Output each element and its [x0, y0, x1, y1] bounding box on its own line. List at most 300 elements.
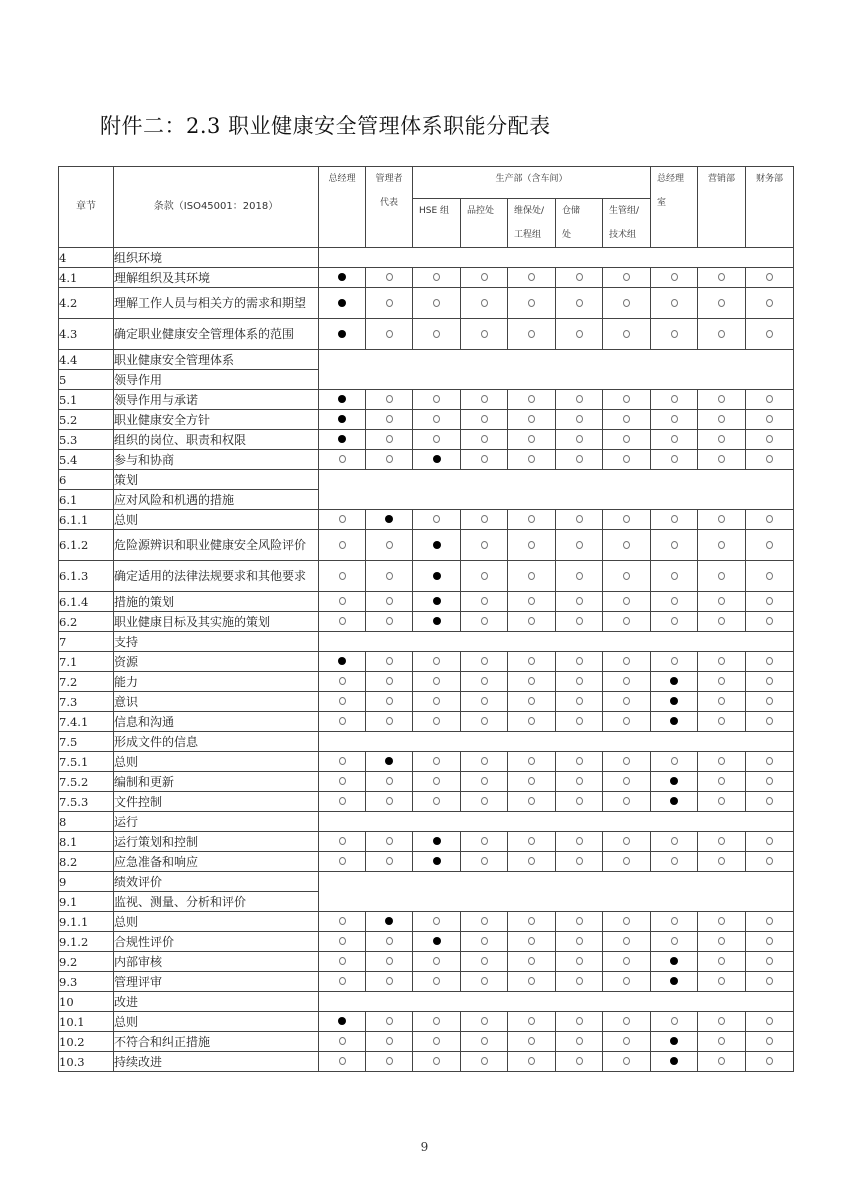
hollow-circle-icon — [433, 777, 440, 785]
hollow-circle-icon — [766, 617, 773, 625]
related-responsibility-cell — [366, 952, 413, 972]
related-responsibility-cell — [413, 672, 461, 692]
hollow-circle-icon — [339, 977, 346, 985]
table-row — [59, 912, 794, 932]
hollow-circle-icon — [576, 415, 583, 423]
related-responsibility-cell — [698, 561, 746, 592]
primary-responsibility-cell — [651, 792, 698, 812]
clause-title: 形成文件的信息 — [114, 732, 319, 752]
empty-section-cell — [319, 992, 794, 1012]
primary-responsibility-cell — [319, 319, 366, 350]
related-responsibility-cell — [651, 752, 698, 772]
hollow-circle-icon — [576, 917, 583, 925]
related-responsibility-cell — [366, 268, 413, 288]
filled-circle-icon — [433, 857, 441, 865]
clause-number: 4 — [59, 248, 114, 268]
table-row — [59, 390, 794, 410]
hollow-circle-icon — [766, 937, 773, 945]
hollow-circle-icon — [339, 717, 346, 725]
hollow-circle-icon — [718, 757, 725, 765]
related-responsibility-cell — [698, 852, 746, 872]
clause-title: 总则 — [114, 752, 319, 772]
related-responsibility-cell — [698, 430, 746, 450]
clause-title: 职业健康安全管理体系 — [114, 350, 319, 370]
related-responsibility-cell — [508, 1012, 556, 1032]
hollow-circle-icon — [528, 857, 535, 865]
related-responsibility-cell — [413, 692, 461, 712]
hollow-circle-icon — [671, 657, 678, 665]
clause-number: 6.1.4 — [59, 592, 114, 612]
clause-number: 5 — [59, 370, 114, 390]
table-row — [59, 410, 794, 430]
related-responsibility-cell — [508, 672, 556, 692]
related-responsibility-cell — [461, 672, 508, 692]
empty-section-cell — [319, 872, 794, 892]
related-responsibility-cell — [508, 792, 556, 812]
hollow-circle-icon — [528, 797, 535, 805]
clause-title: 文件控制 — [114, 792, 319, 812]
clause-title: 改进 — [114, 992, 319, 1012]
hollow-circle-icon — [766, 977, 773, 985]
related-responsibility-cell — [698, 612, 746, 632]
header-marketing: 营销部 — [698, 167, 746, 248]
related-responsibility-cell — [556, 852, 603, 872]
related-responsibility-cell — [319, 832, 366, 852]
related-responsibility-cell — [508, 952, 556, 972]
related-responsibility-cell — [746, 1052, 794, 1072]
clause-number: 4.2 — [59, 288, 114, 319]
related-responsibility-cell — [603, 752, 651, 772]
related-responsibility-cell — [413, 1032, 461, 1052]
hollow-circle-icon — [576, 1037, 583, 1045]
hollow-circle-icon — [339, 455, 346, 463]
related-responsibility-cell — [461, 972, 508, 992]
primary-responsibility-cell — [319, 410, 366, 430]
related-responsibility-cell — [746, 530, 794, 561]
primary-responsibility-cell — [413, 561, 461, 592]
filled-circle-icon — [338, 415, 346, 423]
clause-number: 7.1 — [59, 652, 114, 672]
clause-number: 5.1 — [59, 390, 114, 410]
hollow-circle-icon — [576, 717, 583, 725]
table-row — [59, 1012, 794, 1032]
hollow-circle-icon — [433, 395, 440, 403]
primary-responsibility-cell — [413, 450, 461, 470]
table-row — [59, 510, 794, 530]
primary-responsibility-cell — [413, 592, 461, 612]
related-responsibility-cell — [603, 592, 651, 612]
related-responsibility-cell — [698, 932, 746, 952]
related-responsibility-cell — [461, 932, 508, 952]
related-responsibility-cell — [746, 912, 794, 932]
hollow-circle-icon — [386, 273, 393, 281]
hollow-circle-icon — [671, 395, 678, 403]
related-responsibility-cell — [366, 561, 413, 592]
clause-title: 理解组织及其环境 — [114, 268, 319, 288]
hollow-circle-icon — [481, 1037, 488, 1045]
clause-title: 领导作用 — [114, 370, 319, 390]
hollow-circle-icon — [528, 657, 535, 665]
related-responsibility-cell — [556, 561, 603, 592]
hollow-circle-icon — [481, 395, 488, 403]
related-responsibility-cell — [508, 268, 556, 288]
related-responsibility-cell — [698, 952, 746, 972]
table-row — [59, 672, 794, 692]
hollow-circle-icon — [386, 1037, 393, 1045]
hollow-circle-icon — [386, 837, 393, 845]
related-responsibility-cell — [366, 832, 413, 852]
hollow-circle-icon — [386, 435, 393, 443]
filled-circle-icon — [670, 1057, 678, 1065]
filled-circle-icon — [433, 597, 441, 605]
hollow-circle-icon — [718, 777, 725, 785]
hollow-circle-icon — [671, 330, 678, 338]
related-responsibility-cell — [366, 712, 413, 732]
related-responsibility-cell — [746, 672, 794, 692]
hollow-circle-icon — [528, 917, 535, 925]
hollow-circle-icon — [766, 1037, 773, 1045]
hollow-circle-icon — [718, 541, 725, 549]
empty-section-cell — [319, 732, 794, 752]
hollow-circle-icon — [386, 777, 393, 785]
related-responsibility-cell — [461, 390, 508, 410]
primary-responsibility-cell — [366, 912, 413, 932]
related-responsibility-cell — [556, 288, 603, 319]
clause-title: 应急准备和响应 — [114, 852, 319, 872]
hollow-circle-icon — [481, 977, 488, 985]
related-responsibility-cell — [556, 952, 603, 972]
hollow-circle-icon — [528, 837, 535, 845]
related-responsibility-cell — [556, 450, 603, 470]
related-responsibility-cell — [651, 410, 698, 430]
empty-section-cell — [319, 812, 794, 832]
hollow-circle-icon — [718, 1017, 725, 1025]
header-qc: 品控处 — [461, 199, 508, 248]
related-responsibility-cell — [603, 852, 651, 872]
related-responsibility-cell — [413, 319, 461, 350]
related-responsibility-cell — [413, 972, 461, 992]
related-responsibility-cell — [413, 268, 461, 288]
hollow-circle-icon — [576, 857, 583, 865]
hollow-circle-icon — [528, 455, 535, 463]
hollow-circle-icon — [623, 677, 630, 685]
related-responsibility-cell — [698, 972, 746, 992]
related-responsibility-cell — [651, 592, 698, 612]
related-responsibility-cell — [413, 752, 461, 772]
hollow-circle-icon — [623, 617, 630, 625]
hollow-circle-icon — [433, 1057, 440, 1065]
clause-title: 运行策划和控制 — [114, 832, 319, 852]
related-responsibility-cell — [603, 390, 651, 410]
clause-number: 9.1.2 — [59, 932, 114, 952]
related-responsibility-cell — [746, 510, 794, 530]
related-responsibility-cell — [651, 530, 698, 561]
clause-title: 持续改进 — [114, 1052, 319, 1072]
hollow-circle-icon — [528, 597, 535, 605]
related-responsibility-cell — [319, 450, 366, 470]
related-responsibility-cell — [556, 692, 603, 712]
hollow-circle-icon — [481, 797, 488, 805]
filled-circle-icon — [338, 657, 346, 665]
primary-responsibility-cell — [651, 1032, 698, 1052]
related-responsibility-cell — [366, 410, 413, 430]
clause-number: 4.4 — [59, 350, 114, 370]
hollow-circle-icon — [339, 857, 346, 865]
related-responsibility-cell — [461, 852, 508, 872]
related-responsibility-cell — [746, 832, 794, 852]
clause-number: 5.4 — [59, 450, 114, 470]
section-row — [59, 992, 794, 1012]
hollow-circle-icon — [386, 1057, 393, 1065]
related-responsibility-cell — [698, 712, 746, 732]
related-responsibility-cell — [556, 268, 603, 288]
hollow-circle-icon — [718, 857, 725, 865]
hollow-circle-icon — [623, 597, 630, 605]
hollow-circle-icon — [433, 917, 440, 925]
hollow-circle-icon — [576, 797, 583, 805]
related-responsibility-cell — [746, 268, 794, 288]
primary-responsibility-cell — [319, 390, 366, 410]
hollow-circle-icon — [766, 515, 773, 523]
hollow-circle-icon — [576, 541, 583, 549]
related-responsibility-cell — [461, 268, 508, 288]
filled-circle-icon — [338, 273, 346, 281]
hollow-circle-icon — [528, 957, 535, 965]
hollow-circle-icon — [671, 572, 678, 580]
hollow-circle-icon — [576, 837, 583, 845]
page-number: 9 — [420, 1140, 429, 1154]
related-responsibility-cell — [461, 410, 508, 430]
related-responsibility-cell — [651, 450, 698, 470]
hollow-circle-icon — [576, 1017, 583, 1025]
primary-responsibility-cell — [366, 752, 413, 772]
hollow-circle-icon — [718, 299, 725, 307]
filled-circle-icon — [338, 395, 346, 403]
related-responsibility-cell — [461, 1052, 508, 1072]
hollow-circle-icon — [386, 1017, 393, 1025]
related-responsibility-cell — [698, 510, 746, 530]
related-responsibility-cell — [461, 752, 508, 772]
hollow-circle-icon — [433, 273, 440, 281]
hollow-circle-icon — [718, 957, 725, 965]
related-responsibility-cell — [651, 852, 698, 872]
hollow-circle-icon — [623, 937, 630, 945]
related-responsibility-cell — [366, 1052, 413, 1072]
primary-responsibility-cell — [413, 832, 461, 852]
related-responsibility-cell — [603, 912, 651, 932]
related-responsibility-cell — [556, 410, 603, 430]
related-responsibility-cell — [746, 792, 794, 812]
hollow-circle-icon — [623, 797, 630, 805]
clause-title: 措施的策划 — [114, 592, 319, 612]
section-row — [59, 892, 794, 912]
related-responsibility-cell — [508, 510, 556, 530]
hollow-circle-icon — [481, 917, 488, 925]
hollow-circle-icon — [528, 273, 535, 281]
hollow-circle-icon — [386, 455, 393, 463]
hollow-circle-icon — [671, 299, 678, 307]
clause-number: 7.5.3 — [59, 792, 114, 812]
filled-circle-icon — [670, 677, 678, 685]
related-responsibility-cell — [319, 1032, 366, 1052]
hollow-circle-icon — [623, 857, 630, 865]
related-responsibility-cell — [319, 912, 366, 932]
section-row — [59, 632, 794, 652]
clause-title: 运行 — [114, 812, 319, 832]
related-responsibility-cell — [698, 592, 746, 612]
related-responsibility-cell — [508, 450, 556, 470]
function-allocation-table — [58, 166, 794, 1072]
hollow-circle-icon — [623, 957, 630, 965]
related-responsibility-cell — [556, 972, 603, 992]
table-row — [59, 852, 794, 872]
table-row — [59, 288, 794, 319]
related-responsibility-cell — [319, 612, 366, 632]
header-clause: 条款（ISO45001：2018） — [114, 167, 319, 248]
hollow-circle-icon — [481, 837, 488, 845]
hollow-circle-icon — [623, 330, 630, 338]
primary-responsibility-cell — [413, 530, 461, 561]
table-row — [59, 972, 794, 992]
related-responsibility-cell — [508, 1052, 556, 1072]
related-responsibility-cell — [461, 592, 508, 612]
related-responsibility-cell — [603, 319, 651, 350]
section-row — [59, 350, 794, 370]
hollow-circle-icon — [528, 541, 535, 549]
related-responsibility-cell — [556, 672, 603, 692]
hollow-circle-icon — [576, 957, 583, 965]
hollow-circle-icon — [623, 435, 630, 443]
related-responsibility-cell — [603, 288, 651, 319]
hollow-circle-icon — [576, 937, 583, 945]
hollow-circle-icon — [718, 572, 725, 580]
hollow-circle-icon — [386, 395, 393, 403]
clause-number: 7.3 — [59, 692, 114, 712]
section-row — [59, 370, 794, 390]
related-responsibility-cell — [603, 672, 651, 692]
table-row — [59, 612, 794, 632]
related-responsibility-cell — [603, 772, 651, 792]
header-production-mgmt: 生管组/ 技术组 — [603, 199, 651, 248]
related-responsibility-cell — [508, 832, 556, 852]
hollow-circle-icon — [528, 435, 535, 443]
related-responsibility-cell — [413, 652, 461, 672]
hollow-circle-icon — [433, 1037, 440, 1045]
hollow-circle-icon — [481, 299, 488, 307]
hollow-circle-icon — [766, 957, 773, 965]
hollow-circle-icon — [339, 515, 346, 523]
clause-number: 7.5.1 — [59, 752, 114, 772]
table-row — [59, 319, 794, 350]
related-responsibility-cell — [556, 1012, 603, 1032]
clause-number: 9.1.1 — [59, 912, 114, 932]
clause-number: 6.1.3 — [59, 561, 114, 592]
hollow-circle-icon — [766, 395, 773, 403]
hollow-circle-icon — [576, 777, 583, 785]
clause-title: 确定适用的法律法规要求和其他要求 — [114, 561, 319, 592]
related-responsibility-cell — [603, 410, 651, 430]
clause-number: 5.2 — [59, 410, 114, 430]
hollow-circle-icon — [339, 957, 346, 965]
related-responsibility-cell — [603, 268, 651, 288]
related-responsibility-cell — [651, 932, 698, 952]
related-responsibility-cell — [698, 319, 746, 350]
hollow-circle-icon — [623, 977, 630, 985]
hollow-circle-icon — [671, 617, 678, 625]
related-responsibility-cell — [461, 712, 508, 732]
related-responsibility-cell — [366, 772, 413, 792]
hollow-circle-icon — [718, 515, 725, 523]
filled-circle-icon — [670, 777, 678, 785]
related-responsibility-cell — [508, 530, 556, 561]
primary-responsibility-cell — [651, 952, 698, 972]
related-responsibility-cell — [698, 450, 746, 470]
related-responsibility-cell — [508, 972, 556, 992]
related-responsibility-cell — [556, 772, 603, 792]
hollow-circle-icon — [528, 677, 535, 685]
related-responsibility-cell — [698, 1032, 746, 1052]
related-responsibility-cell — [366, 319, 413, 350]
clause-title: 资源 — [114, 652, 319, 672]
clause-number: 8 — [59, 812, 114, 832]
section-row — [59, 872, 794, 892]
related-responsibility-cell — [461, 792, 508, 812]
related-responsibility-cell — [698, 692, 746, 712]
related-responsibility-cell — [698, 530, 746, 561]
related-responsibility-cell — [698, 832, 746, 852]
hollow-circle-icon — [623, 777, 630, 785]
section-row — [59, 490, 794, 510]
hollow-circle-icon — [718, 597, 725, 605]
filled-circle-icon — [433, 572, 441, 580]
clause-number: 6 — [59, 470, 114, 490]
hollow-circle-icon — [623, 273, 630, 281]
hollow-circle-icon — [481, 777, 488, 785]
header-maintenance: 维保处/ 工程组 — [508, 199, 556, 248]
related-responsibility-cell — [651, 561, 698, 592]
hollow-circle-icon — [528, 1017, 535, 1025]
hollow-circle-icon — [481, 697, 488, 705]
related-responsibility-cell — [603, 1052, 651, 1072]
hollow-circle-icon — [339, 677, 346, 685]
hollow-circle-icon — [528, 415, 535, 423]
related-responsibility-cell — [556, 652, 603, 672]
section-row — [59, 470, 794, 490]
hollow-circle-icon — [528, 617, 535, 625]
hollow-circle-icon — [386, 657, 393, 665]
clause-number: 9.2 — [59, 952, 114, 972]
hollow-circle-icon — [339, 541, 346, 549]
related-responsibility-cell — [319, 530, 366, 561]
related-responsibility-cell — [746, 772, 794, 792]
primary-responsibility-cell — [413, 612, 461, 632]
related-responsibility-cell — [366, 1012, 413, 1032]
related-responsibility-cell — [366, 288, 413, 319]
empty-section-cell — [319, 490, 794, 510]
clause-title: 策划 — [114, 470, 319, 490]
hollow-circle-icon — [433, 977, 440, 985]
related-responsibility-cell — [319, 752, 366, 772]
hollow-circle-icon — [433, 299, 440, 307]
hollow-circle-icon — [481, 273, 488, 281]
clause-number: 7.5.2 — [59, 772, 114, 792]
hollow-circle-icon — [481, 617, 488, 625]
primary-responsibility-cell — [319, 1012, 366, 1032]
related-responsibility-cell — [508, 390, 556, 410]
clause-number: 7.5 — [59, 732, 114, 752]
header-chapter: 章节 — [59, 167, 114, 248]
header-gm-office: 总经理 室 — [651, 167, 698, 248]
